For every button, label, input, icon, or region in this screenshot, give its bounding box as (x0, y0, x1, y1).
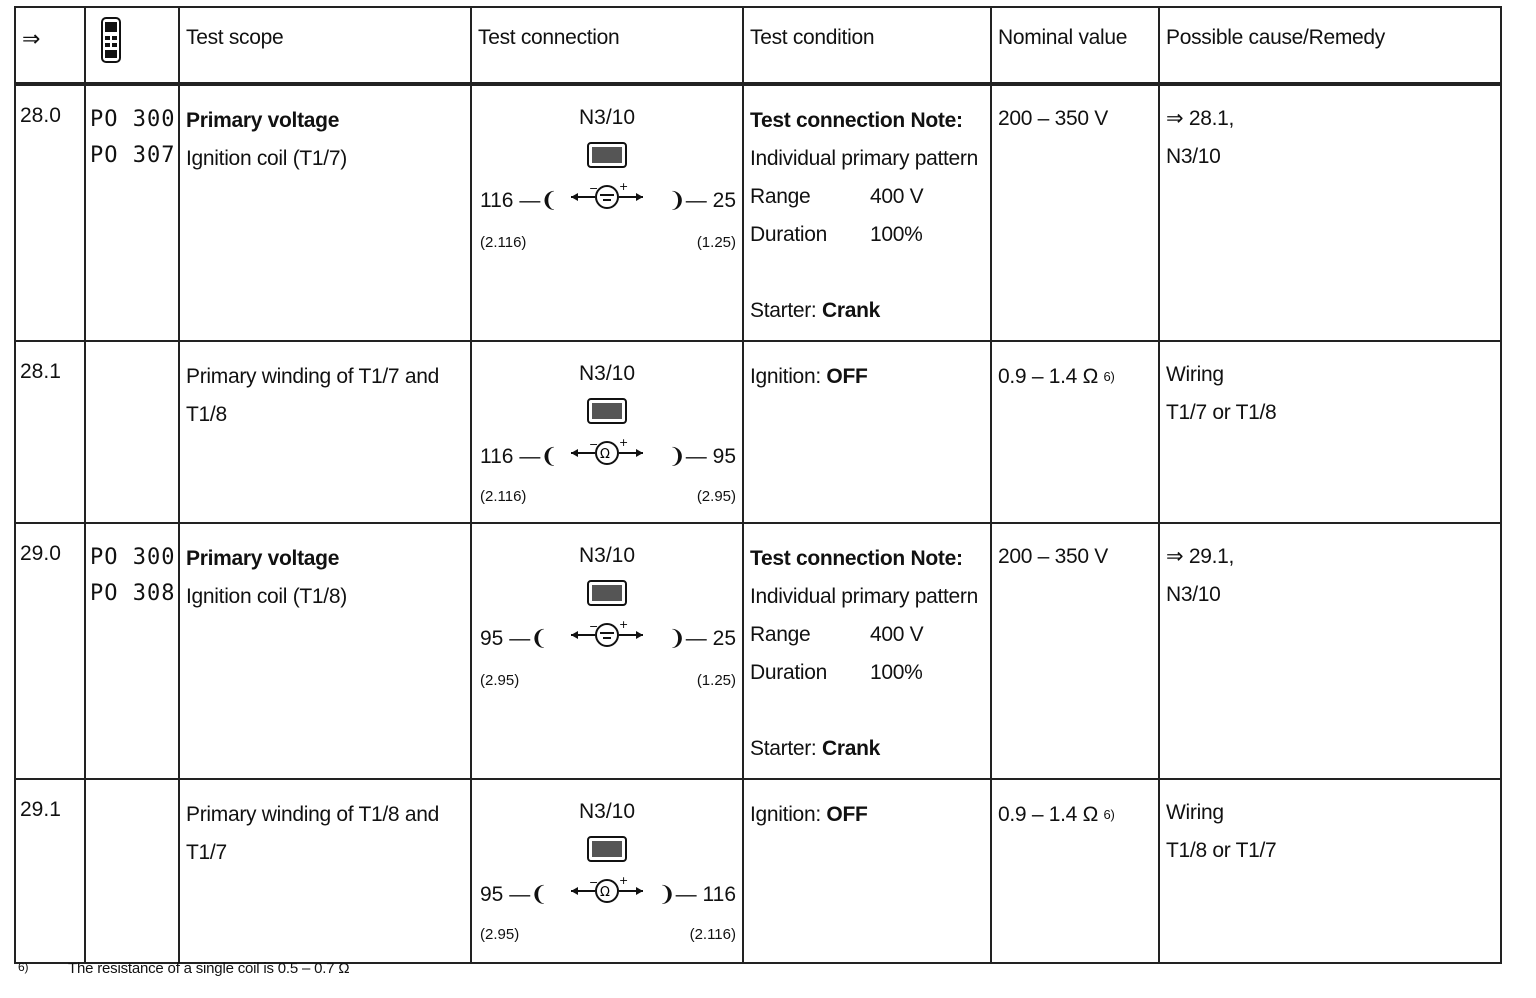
table-row (15, 523, 1501, 779)
row-condition: Ignition: OFF (743, 779, 991, 963)
row-index: 28.1 (15, 341, 85, 523)
header-cause: Possible cause/Remedy (1159, 7, 1501, 84)
test-table-sheet (14, 6, 1502, 964)
oscilloscope-icon (587, 836, 627, 864)
table-row (15, 341, 1501, 523)
oscilloscope-icon (587, 142, 627, 170)
row-codes: PO 300 PO 308 (85, 523, 179, 779)
voltmeter-icon (569, 180, 645, 214)
header-condition: Test condition (743, 7, 991, 84)
footnote: 6) The resistance of a single coil is 0.5 – 0.7 Ω (18, 960, 350, 977)
ohmmeter-icon (569, 874, 645, 908)
row-nominal: 200 – 350 V (991, 84, 1159, 341)
row-scope: Primary voltage Ignition coil (T1/7) (179, 84, 471, 341)
row-condition: Test connection Note: Individual primary pattern Range 400 V Duration 100% Starter: Crank (743, 523, 991, 779)
row-connection: N3/10 95 —❨ (2.95) − + ❩— 25 (1.25) (471, 523, 743, 779)
row-index: 29.1 (15, 779, 85, 963)
row-nominal: 200 – 350 V (991, 523, 1159, 779)
row-codes (85, 779, 179, 963)
header-arrow (15, 7, 85, 84)
row-nominal: 0.9 – 1.4 Ω $^{6)}$ (991, 779, 1159, 963)
svg-text:−: − (589, 438, 599, 451)
header-connection: Test connection (471, 7, 743, 84)
row-condition: Ignition: OFF (743, 341, 991, 523)
row-scope: Primary winding of T1/8 and T1/7 (179, 779, 471, 963)
row-connection: N3/10 95 —❨ (2.95) Ω − + ❩— 116 (2.116) (471, 779, 743, 963)
oscilloscope-icon (587, 580, 627, 608)
row-index: 29.0 (15, 523, 85, 779)
table-row (15, 84, 1501, 341)
svg-text:−: − (589, 620, 599, 633)
svg-text:+: + (619, 180, 629, 193)
row-scope: Primary voltage Ignition coil (T1/8) (179, 523, 471, 779)
row-cause: ⇒ 29.1, N3/10 (1159, 523, 1501, 779)
tester-icon (98, 16, 138, 76)
svg-text:−: − (589, 182, 599, 195)
row-connection: N3/10 116 —❨ (2.116) Ω − + ❩— 95 (2.95) (471, 341, 743, 523)
oscilloscope-icon (587, 398, 627, 426)
svg-text:+: + (619, 436, 629, 449)
svg-text:−: − (589, 876, 599, 889)
row-cause: Wiring T1/7 or T1/8 (1159, 341, 1501, 523)
row-connection: N3/10 116 —❨ (2.116) − + ❩— 25 (1.25) (471, 84, 743, 341)
header-row (15, 7, 1501, 84)
row-codes (85, 341, 179, 523)
svg-text:+: + (619, 618, 629, 631)
ohmmeter-icon (569, 436, 645, 470)
row-index: 28.0 (15, 84, 85, 341)
row-scope: Primary winding of T1/7 and T1/8 (179, 341, 471, 523)
voltmeter-icon (569, 618, 645, 652)
row-codes: PO 300 PO 307 (85, 84, 179, 341)
svg-text:+: + (619, 874, 629, 887)
arrow-icon: ⇒ (22, 26, 41, 51)
svg-text:Ω: Ω (600, 885, 610, 900)
row-cause: Wiring T1/8 or T1/7 (1159, 779, 1501, 963)
svg-text:Ω: Ω (600, 447, 610, 462)
row-condition: Test connection Note: Individual primary pattern Range 400 V Duration 100% Starter: Crank (743, 84, 991, 341)
row-cause: ⇒ 28.1, N3/10 (1159, 84, 1501, 341)
header-scope: Test scope (179, 7, 471, 84)
header-tester (85, 7, 179, 84)
table-row (15, 779, 1501, 963)
test-table (14, 6, 1502, 964)
row-nominal: 0.9 – 1.4 Ω $^{6)}$ (991, 341, 1159, 523)
header-nominal: Nominal value (991, 7, 1159, 84)
